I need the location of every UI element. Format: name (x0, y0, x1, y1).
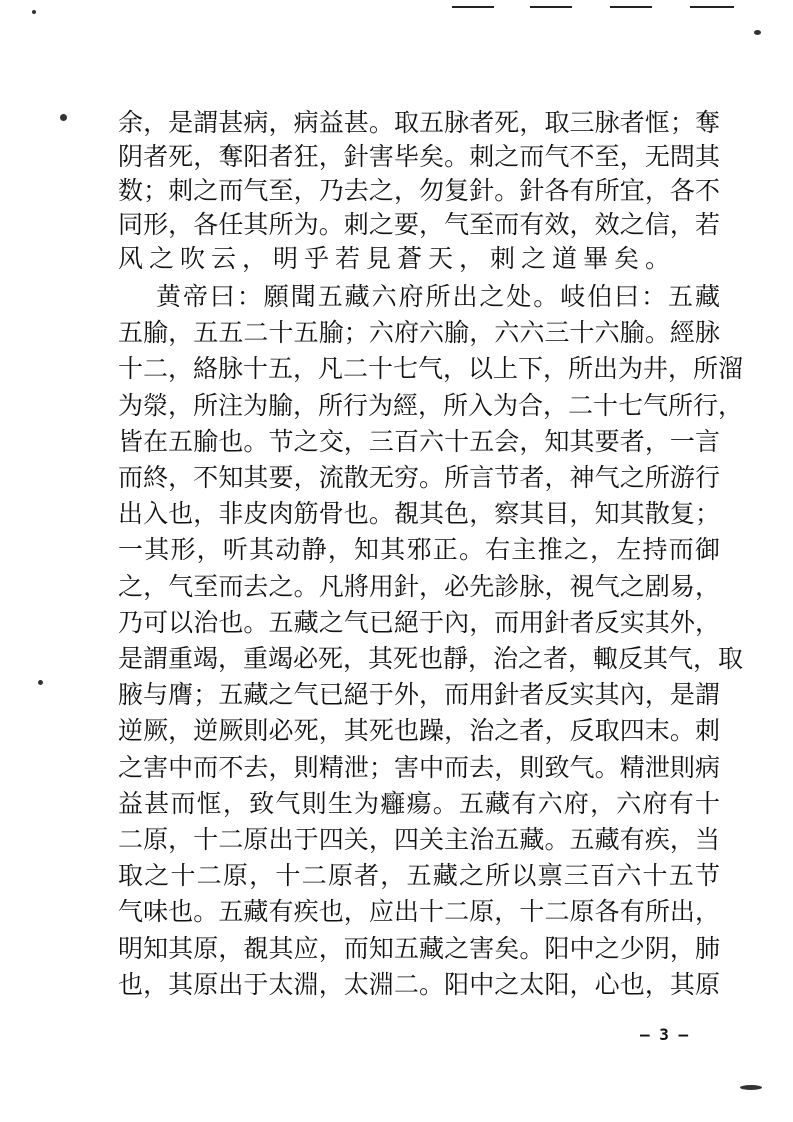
text-line: 乃可以治也。五藏之气已絕于內，而用針者反实其外， (118, 607, 720, 637)
text-line: 腋与膺；五藏之气已絕于外，而用針者反实其內，是謂 (118, 680, 720, 710)
text-line: 逆厥，逆厥則必死，其死也躁，治之者，反取四末。刺 (118, 716, 720, 746)
text-line: 数；刺之而气至，乃去之，勿复針。針各有所宜，各不 (118, 176, 720, 205)
top-rule (530, 6, 572, 8)
text-line: 也，其原出于太淵，太淵二。阳中之太阳，心也，其原 (118, 969, 720, 999)
text-line: 出入也，非皮肉筋骨也。覩其色，察其目，知其散复； (118, 499, 720, 529)
text-line: 之害中而不去，則精泄；害中而去，則致气。精泄則病 (118, 752, 720, 782)
text-line: 五腧，五五二十五腧；六府六腧，六六三十六腧。經脉 (118, 318, 720, 348)
text-line: 同形，各任其所为。刺之要，气至而有效，效之信，若 (118, 210, 720, 239)
text-line: 为滎，所注为腧，所行为經，所入为合，二十七气所行， (118, 390, 744, 420)
text-line: 风之吹云，明乎若見蒼天，刺之道畢矣。 (118, 244, 677, 273)
scan-speck (754, 30, 761, 35)
text-line: 而終，不知其要，流散无穷。所言节者，神气之所游行 (118, 463, 720, 492)
text-line: 余，是謂甚病，病益甚。取五脉者死，取三脉者恇；奪 (118, 108, 720, 137)
text-line: 二原，十二原出于四关，四关主治五藏。五藏有疾，当 (118, 825, 720, 854)
top-rule (452, 6, 494, 8)
text-line: 明知其原，覩其应，而知五藏之害矣。阳中之少阴，肺 (118, 933, 720, 963)
top-rule (610, 6, 652, 8)
text-line: 皆在五腧也。节之交，三百六十五会，知其要者，一言 (118, 426, 720, 456)
page-number: — 3 — (640, 1025, 689, 1044)
text-line: 黄帝曰：願聞五藏六府所出之处。岐伯曰：五藏 (156, 282, 720, 311)
scan-speck (32, 10, 36, 14)
text-line: 是謂重竭，重竭必死，其死也靜，治之者，輙反其气，取 (118, 644, 744, 673)
text-line: 取之十二原，十二原者，五藏之所以禀三百六十五节 (118, 861, 720, 891)
text-line: 益甚而恇，致气則生为癰瘍。五藏有六府，六府有十 (118, 788, 720, 818)
top-rule (690, 6, 734, 8)
text-line: 一其形，听其动静，知其邪正。右主推之，左持而御 (118, 535, 720, 565)
scan-speck (60, 114, 67, 121)
scan-speck (740, 1085, 762, 1090)
text-line: 十二，絡脉十五，凡二十七气，以上下，所出为井，所溜 (118, 354, 744, 384)
text-line: 阴者死，奪阳者狂，針害毕矣。刺之而气不至，无問其 (118, 142, 720, 171)
scan-speck (38, 680, 43, 685)
text-line: 之，气至而去之。凡將用針，必先診脉，視气之剧易， (118, 571, 720, 601)
text-line: 气味也。五藏有疾也，应出十二原，十二原各有所出， (118, 897, 720, 927)
